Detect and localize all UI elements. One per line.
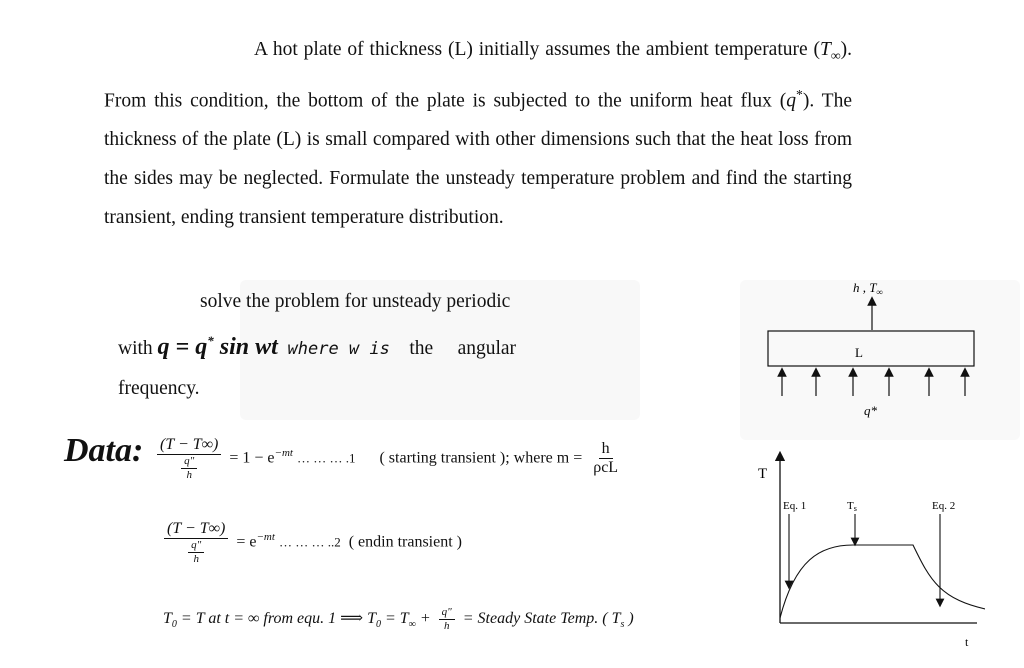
q-superscript: * bbox=[796, 86, 803, 102]
equation-1: $\frac{(T - T\infty)}{\frac{q"}{h}}$ = $1 - e^{-mt}$ … … … .1 ( starting transient ); where m = $\frac{h}{\text{ρcL}}$ bbox=[153, 436, 625, 482]
q-symbol: q bbox=[786, 90, 797, 112]
eq2-lhs-fraction: $\frac{(T - T\infty)}{\frac{q"}{h}}$ bbox=[164, 520, 228, 566]
data-label: Data: bbox=[64, 432, 144, 469]
eq2-dots: … … … ..2 bbox=[278, 534, 341, 550]
eq2-rhs: = e bbox=[236, 533, 257, 551]
problem-paragraph bbox=[104, 30, 852, 237]
t-infinity-subscript: ∞ bbox=[830, 47, 841, 63]
solve-line-1: solve the problem for unsteady periodic bbox=[200, 291, 511, 312]
the-word: the bbox=[409, 338, 434, 359]
eq1-note: ( starting transient ); where m = bbox=[379, 449, 583, 467]
temperature-curve bbox=[780, 545, 985, 618]
equation-2: $\frac{(T - T\infty)}{\frac{q"}{h}}$ = $e^{-mt}$ … … … ..2 ( endin transient ) bbox=[160, 520, 462, 566]
eq1-lhs-fraction: $\frac{(T - T\infty)}{\frac{q"}{h}}$ bbox=[157, 436, 221, 482]
eq3-fraction: $\frac{q"}{h}$ bbox=[439, 606, 455, 632]
solve-line-2 bbox=[118, 321, 618, 369]
where-text: where w is bbox=[287, 339, 390, 359]
heat-flux-arrows bbox=[782, 372, 965, 396]
eq1-rhs: = 1 − e bbox=[229, 449, 275, 467]
eq2-note: ( endin transient ) bbox=[348, 533, 462, 551]
plate-thickness-label: L bbox=[855, 345, 863, 360]
paragraph-text-1: A hot plate of thickness (L) initially assumes the ambient temperature ( bbox=[254, 39, 821, 60]
m-fraction: $\frac{h}{\text{ρcL}}$ bbox=[593, 439, 619, 477]
plate-diagram bbox=[760, 270, 990, 430]
periodic-formula: q = q* sin wt bbox=[157, 333, 278, 360]
graph-x-label: t bbox=[965, 635, 969, 649]
angular-word: angular bbox=[457, 338, 517, 359]
solve-line-3: frequency. bbox=[118, 378, 200, 399]
paragraph-text-2: ). From this condition, the bottom of the plate is subjected to the uniform heat flux ( bbox=[104, 39, 852, 112]
t-infinity-symbol: T bbox=[820, 39, 831, 60]
graph-y-label: T bbox=[758, 466, 768, 482]
eq1-label: Eq. 1 bbox=[783, 500, 807, 512]
eq2-label: Eq. 2 bbox=[932, 500, 956, 512]
periodic-problem-text bbox=[118, 282, 618, 408]
equation-3: $T_0 = T$ at t = ∞ from equ. 1 ⟹ $T_0 = T_\infty$ + $\frac{q"}{h}$ = Steady State Temp. ( $T_s$ ) bbox=[163, 606, 634, 632]
eq1-dots: … … … .1 bbox=[296, 450, 356, 466]
with-word: with bbox=[118, 338, 153, 359]
heat-flux-label: q* bbox=[864, 403, 877, 418]
temperature-graph bbox=[755, 450, 985, 660]
plate-top-label: h , $T_\infty$ bbox=[853, 280, 883, 297]
paragraph-text-3: ). The thickness of the plate (L) is small compared with other dimensions such that the heat loss from the sides may be neglected. Formulate the unsteady temperature problem and find the starting transient, ending transient temperature distribution. bbox=[104, 90, 853, 229]
ts-label: Ts bbox=[847, 500, 857, 513]
plate-rectangle bbox=[768, 331, 974, 366]
